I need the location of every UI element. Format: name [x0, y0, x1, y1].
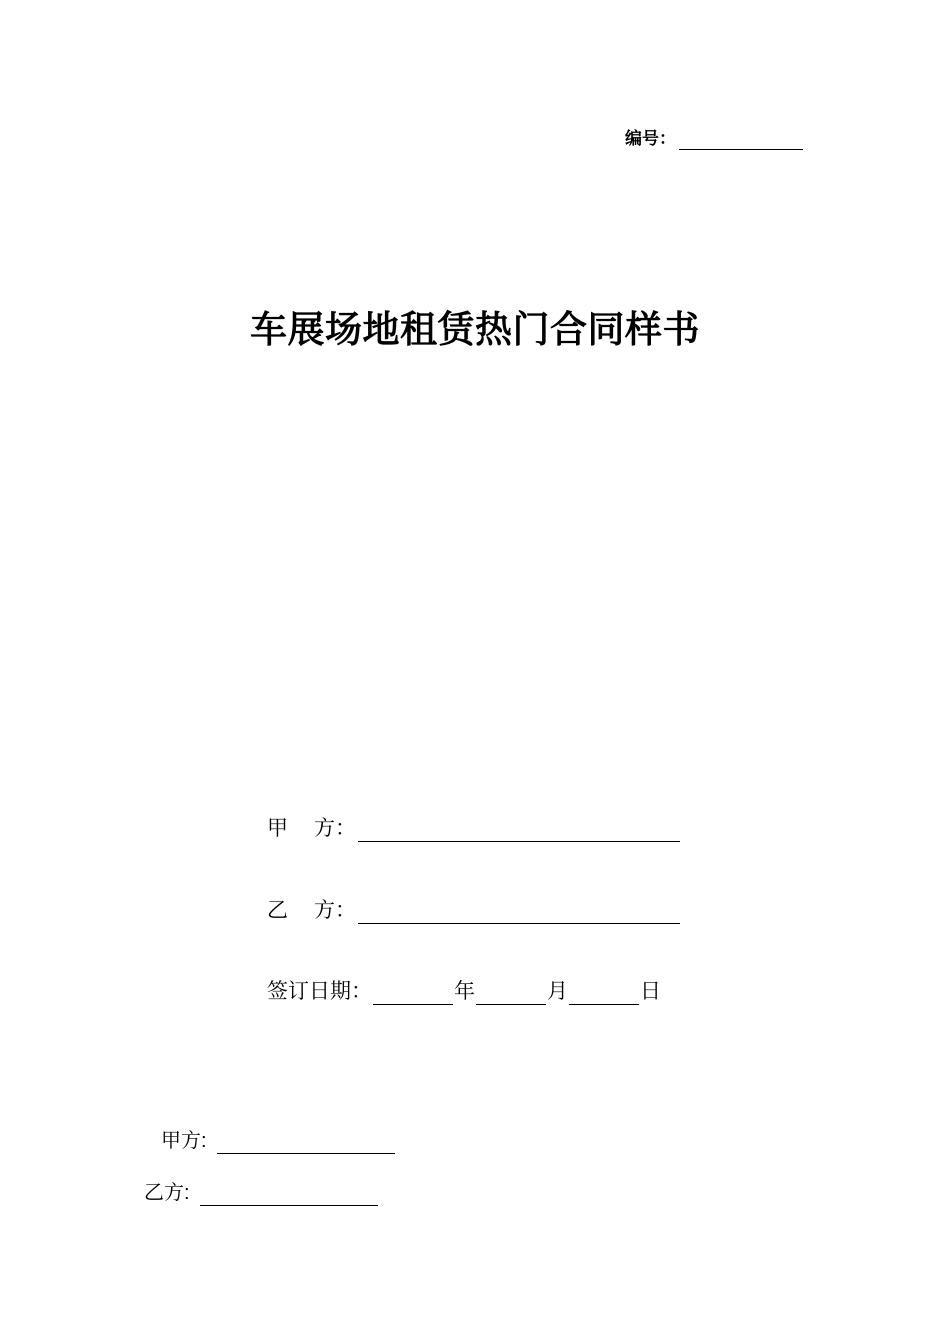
- document-title: 车展场地租赁热门合同样书: [250, 307, 700, 351]
- month-label: 月: [547, 979, 568, 1003]
- month-blank[interactable]: [476, 982, 546, 1005]
- serial-number-label: 编号：: [625, 129, 676, 149]
- day-blank[interactable]: [569, 982, 639, 1005]
- serial-number-field: [625, 126, 803, 150]
- party-b-blank[interactable]: [358, 901, 680, 924]
- party-b-label-suffix: 方：: [314, 898, 356, 922]
- party-a-label-suffix: 方：: [314, 816, 356, 840]
- sign-date-label: 签订日期：: [267, 979, 372, 1003]
- bottom-party-b-field: [144, 1180, 378, 1206]
- bottom-party-a-label: 甲方:: [161, 1130, 207, 1152]
- bottom-party-b-label: 乙方:: [144, 1182, 190, 1204]
- bottom-party-a-blank[interactable]: [217, 1133, 395, 1154]
- party-b-field: [267, 896, 680, 924]
- party-a-field: [267, 814, 680, 842]
- sign-date-field: [267, 977, 661, 1005]
- year-label: 年: [454, 979, 475, 1003]
- day-label: 日: [640, 979, 661, 1003]
- party-b-label-char: 乙: [267, 898, 288, 922]
- bottom-party-a-field: [161, 1128, 395, 1154]
- party-a-blank[interactable]: [358, 819, 680, 842]
- year-blank[interactable]: [373, 982, 453, 1005]
- party-a-label-char: 甲: [267, 816, 288, 840]
- bottom-party-b-blank[interactable]: [200, 1185, 378, 1206]
- serial-number-blank[interactable]: [679, 129, 803, 150]
